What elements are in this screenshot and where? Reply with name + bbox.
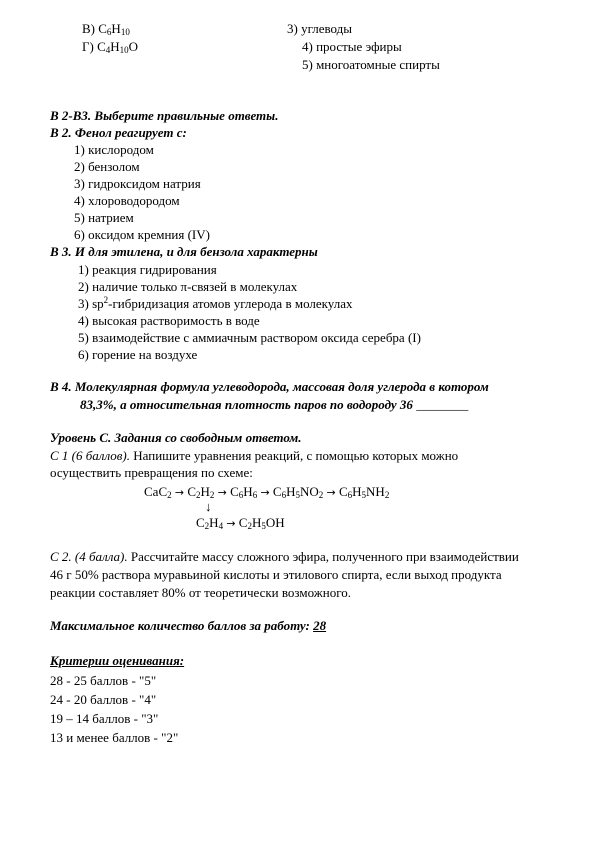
b4-question-line-2: 83,3%, а относительная плотность паров по водороду 36 ________	[80, 397, 469, 412]
b2-heading: В 2. Фенол реагирует с:	[50, 125, 187, 140]
criteria-row: 28 - 25 баллов - "5"	[50, 673, 157, 688]
answer-3: 3) углеводы	[287, 21, 353, 36]
b3-item-4: 4) высокая растворимость в воде	[78, 313, 260, 328]
b2-item-5: 5) натрием	[74, 210, 134, 225]
b2-item-2: 2) бензолом	[74, 159, 140, 174]
c2-prompt-line-3: реакции составляет 80% от теоретически возможного.	[50, 585, 351, 600]
b4-question-line-1: В 4. Молекулярная формула углеводорода, массовая доля углерода в котором	[50, 379, 489, 394]
arrow-icon: →	[326, 486, 336, 499]
level-c-heading: Уровень С. Задания со свободным ответом.	[50, 430, 302, 445]
max-score-value: 28	[313, 618, 327, 633]
down-arrow-icon: ↓	[205, 499, 212, 514]
option-b: В) $C_6H_{10}$	[82, 21, 130, 37]
b4-answer-blank: ________	[416, 397, 469, 412]
arrow-icon: →	[226, 517, 236, 530]
b2-item-3: 3) гидроксидом натрия	[74, 176, 201, 191]
max-score: Максимальное количество баллов за работу: 28	[50, 618, 327, 633]
c1-prompt: С 1 (6 баллов). Напишите уравнения реакций, с помощью которых можно	[50, 448, 459, 463]
b3-item-3: 3) $sp^2$-гибридизация атомов углерода в молекулах	[78, 295, 353, 311]
criteria-heading: Критерии оценивания:	[50, 653, 185, 668]
arrow-icon: →	[174, 486, 185, 499]
b3-heading: В 3. И для этилена, и для бензола характерны	[50, 244, 318, 259]
answer-5: 5) многоатомные спирты	[302, 57, 440, 72]
b3-item-1: 1) реакция гидрирования	[78, 262, 217, 277]
c2-prompt: С 2. (4 балла). Рассчитайте массу сложного эфира, полученного при взаимодействии	[50, 549, 519, 564]
answer-4: 4) простые эфиры	[302, 39, 402, 54]
arrow-icon: →	[217, 486, 227, 499]
criteria-row: 19 – 14 баллов - "3"	[50, 711, 159, 726]
criteria-row: 24 - 20 баллов - "4"	[50, 692, 157, 707]
b2-item-4: 4) хлороводородом	[74, 193, 180, 208]
b2-item-1: 1) кислородом	[74, 142, 154, 157]
criteria-row: 13 и менее баллов - "2"	[50, 730, 179, 745]
arrow-icon: →	[260, 486, 270, 499]
option-g: Г) $C_4H_{10}O$	[82, 39, 139, 55]
b2-b3-heading: В 2-В3. Выберите правильные ответы.	[50, 108, 279, 123]
b3-item-2: 2) наличие только π-связей в молекулах	[78, 279, 298, 294]
b3-item-6: 6) горение на воздухе	[78, 347, 198, 362]
b2-item-6: 6) оксидом кремния (IV)	[74, 227, 210, 242]
c2-prompt-line-2: 46 г 50% раствора муравьиной кислоты и этилового спирта, если выход продукта	[50, 567, 502, 582]
reaction-chain: $CaC_2 \to C_2H_2 \to C_6H_6 \to C_6H_5NO_2 \to C_6H_5NH_2$	[144, 484, 390, 500]
reaction-chain-branch: $C_2H_4 \to C_2H_5OH$	[196, 515, 285, 531]
b3-item-5: 5) взаимодействие с аммиачным раствором оксида серебра (I)	[78, 330, 421, 345]
c1-prompt-line-2: осуществить превращения по схеме:	[50, 465, 253, 480]
